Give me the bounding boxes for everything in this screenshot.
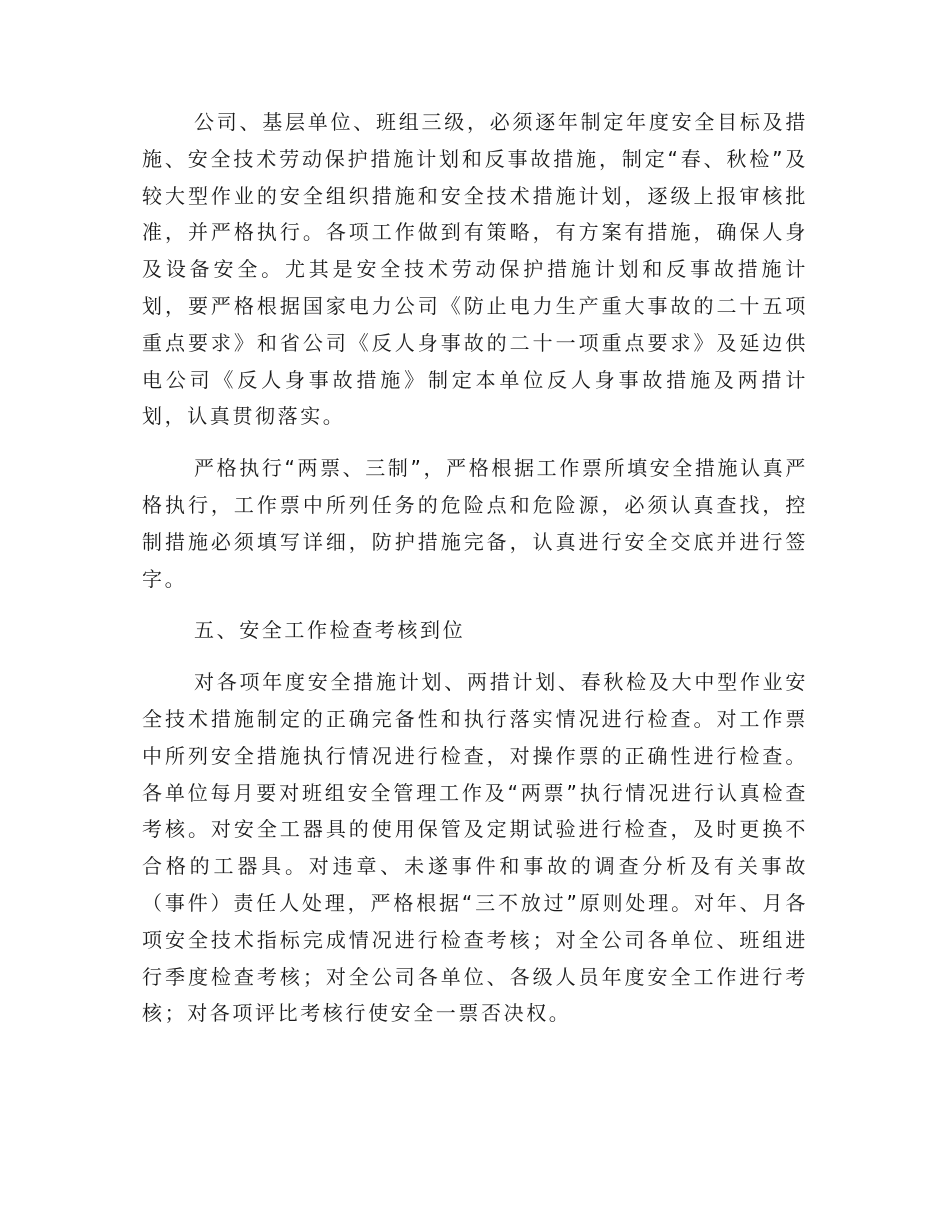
document-body [142, 104, 808, 1032]
paragraph-inspection-assessment: 对各项年度安全措施计划、两措计划、春秋检及大中型作业安全技术措施制定的正确完备性和执行落实情况进行检查。对工作票中所列安全措施执行情况进行检查，对操作票的正确性进行检查。各单位每月要对班组安全管理工作及“两票”执行情况进行认真检查考核。对安全工器具的使用保管及定期试验进行检查，及时更换不合格的工器具。对违章、未遂事件和事故的调查分析及有关事故（事件）责任人处理，严格根据“三不放过”原则处理。对年、月各项安全技术指标完成情况进行检查考核；对全公司各单位、班组进行季度检查考核；对全公司各单位、各级人员年度安全工作进行考核；对各项评比考核行使安全一票否决权。 [142, 670, 808, 1026]
section-heading-inspection: 五、安全工作检查考核到位 [194, 618, 466, 643]
paragraph-two-tickets-three-systems: 严格执行“两票、三制”，严格根据工作票所填安全措施认真严格执行，工作票中所列任务的危险点和危险源，必须认真查找，控制措施必须填写详细，防护措施完备，认真进行安全交底并进行签字。 [142, 456, 808, 591]
paragraph-annual-safety-plans: 公司、基层单位、班组三级，必须逐年制定年度安全目标及措施、安全技术劳动保护措施计划和反事故措施，制定“春、秋检”及较大型作业的安全组织措施和安全技术措施计划，逐级上报审核批准，并严格执行。各项工作做到有策略，有方案有措施，确保人身及设备安全。尤其是安全技术劳动保护措施计划和反事故措施计划，要严格根据国家电力公司《防止电力生产重大事故的二十五项重点要求》和省公司《反人身事故的二十一项重点要求》及延边供电公司《反人身事故措施》制定本单位反人身事故措施及两措计划，认真贯彻落实。 [142, 110, 808, 429]
